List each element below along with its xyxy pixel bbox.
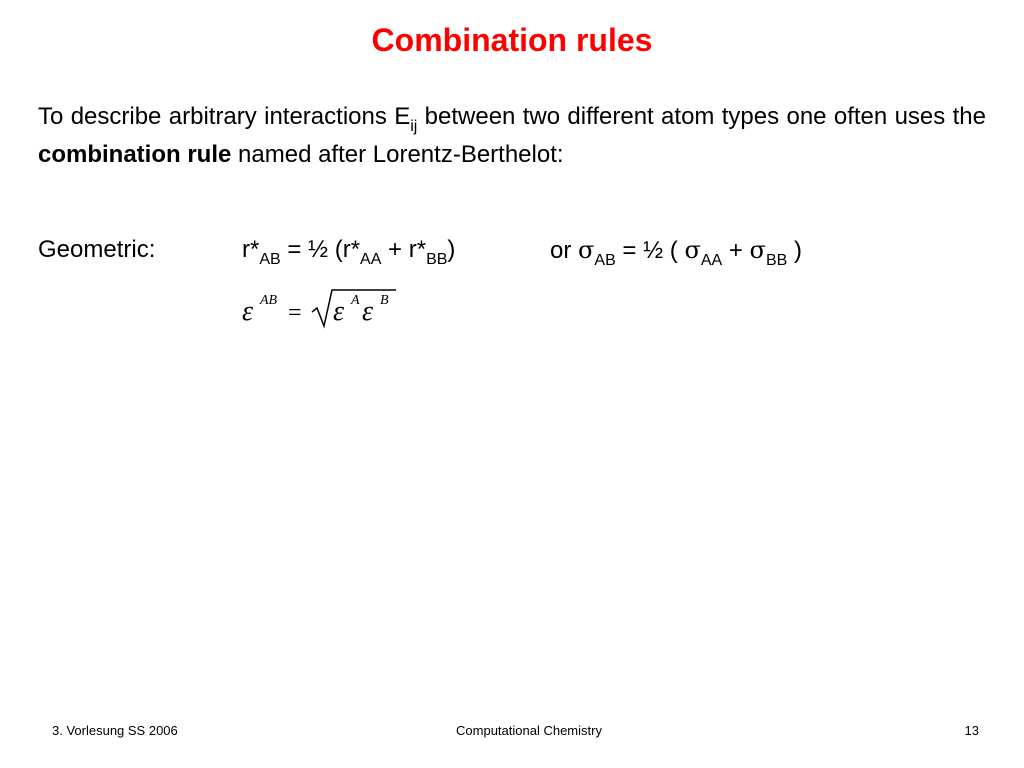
epsilon-sup-a: A — [351, 293, 360, 308]
footer-lecture: 3. Vorlesung SS 2006 — [52, 723, 178, 738]
intro-text-before: To describe arbitrary interactions E — [38, 103, 411, 130]
sigma-sub-aa: AA — [700, 252, 723, 269]
sigma-symbol-bb: σ — [749, 236, 766, 264]
rstar-plus: + r* — [381, 236, 427, 263]
rstar-close: ) — [447, 236, 456, 263]
intro-text-middle: between two different atom types one often uses the — [417, 103, 986, 130]
epsilon-sup-b: B — [380, 293, 389, 308]
sigma-sub-bb: BB — [765, 252, 788, 269]
epsilon-sup-ab: AB — [260, 293, 278, 308]
sigma-symbol-aa: σ — [684, 236, 701, 264]
rstar-equation — [242, 232, 455, 268]
epsilon-a-symbol: ε — [333, 296, 345, 327]
sigma-sub-ab: AB — [594, 252, 616, 269]
sigma-mid: = ½ ( — [615, 237, 685, 264]
rstar-sub-bb: BB — [426, 251, 448, 268]
footer-course: Computational Chemistry — [456, 723, 602, 738]
epsilon-equation — [238, 282, 408, 332]
epsilon-ab-symbol: ε — [242, 296, 254, 327]
sigma-symbol-ab: σ — [578, 236, 595, 264]
sigma-equation — [550, 232, 802, 269]
rstar-sub-aa: AA — [360, 251, 382, 268]
sigma-or: or — [550, 237, 579, 264]
rstar-r1: r* — [242, 236, 260, 263]
intro-bold-term: combination rule — [38, 141, 232, 168]
sigma-plus: + — [722, 237, 750, 264]
rstar-mid: = ½ (r* — [280, 236, 361, 263]
intro-text-after: named after Lorentz-Berthelot: — [231, 141, 564, 168]
rstar-sub-ab: AB — [259, 251, 281, 268]
slide-title: Combination rules — [371, 22, 653, 58]
intro-paragraph — [38, 98, 986, 174]
geometric-label: Geometric: — [38, 236, 156, 263]
epsilon-b-symbol: ε — [362, 296, 374, 327]
intro-subscript-ij: ij — [410, 118, 418, 135]
sigma-close: ) — [787, 237, 802, 264]
equals-sign: = — [288, 300, 302, 326]
footer-page-number: 13 — [964, 723, 979, 738]
